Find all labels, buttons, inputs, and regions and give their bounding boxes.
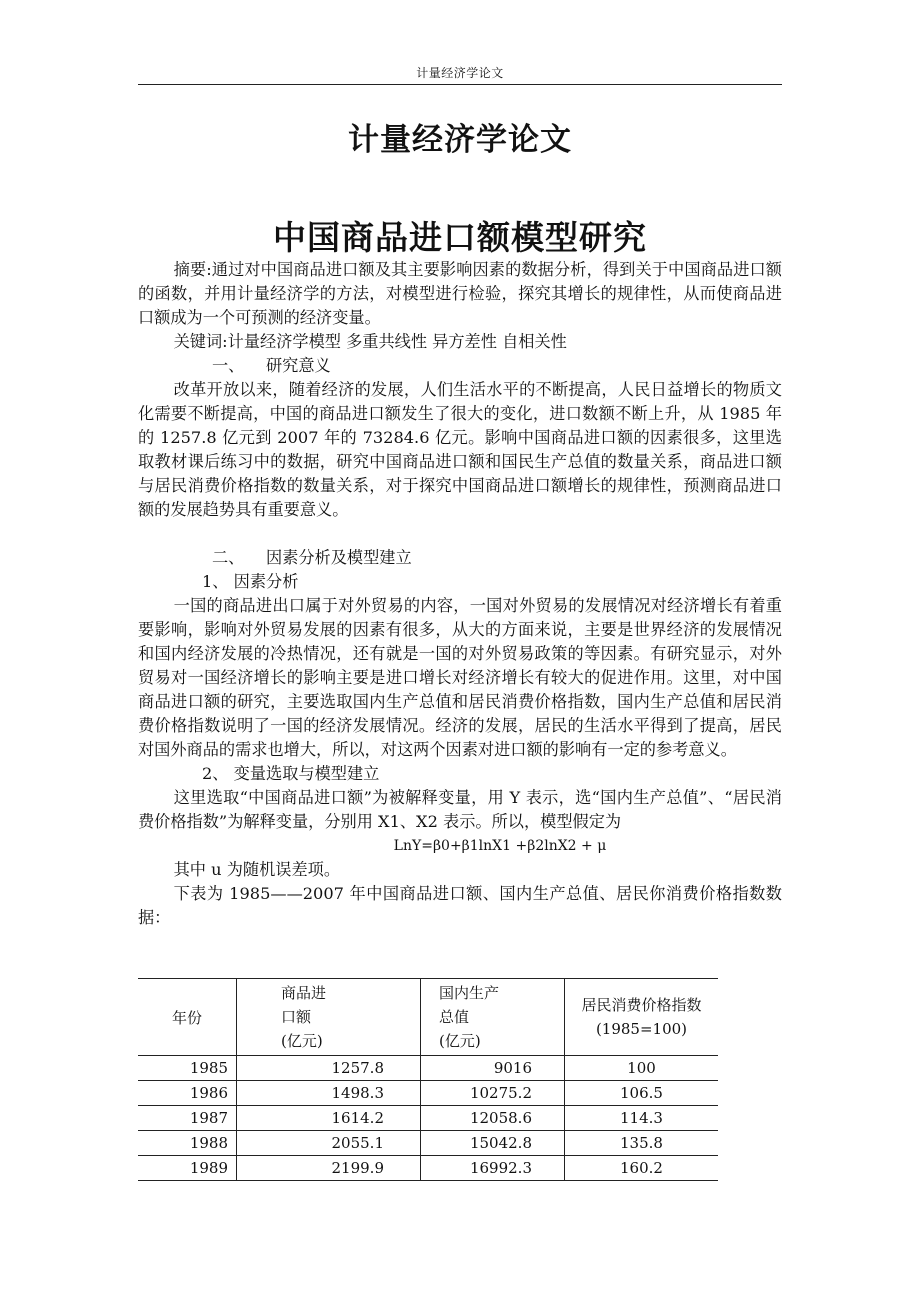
section-title: 研究意义: [266, 356, 331, 375]
keywords: 关键词:计量经济学模型 多重共线性 异方差性 自相关性: [173, 332, 567, 351]
paragraph: 其中 u 为随机误差项。: [173, 860, 341, 879]
paragraph: 一国的商品进出口属于对外贸易的内容，一国对外贸易的发展情况对经济增长有着重要影响，影响对外贸易发展的因素有很多，从大的方面来说，主要是世界经济的发展情况和国内经济发展的冷热情况，还有就是一国的对外贸易政策的等因素。有研究显示，对外贸易对一国经济增长的影响主要是进口增长对经济增长有较大的促进作用。这里，对中国商品进口额的研究，主要选取国内生产总值和居民消费价格指数，国内生产总值和居民消费价格指数说明了一国的经济发展情况。经济的发展，居民的生活水平得到了提高，居民对国外商品的需求也增大，所以，对这两个因素对进口额的影响有一定的参考意义。: [138, 596, 782, 759]
subsection-heading-2: 2、 变量选取与模型建立: [202, 764, 380, 783]
spacer: [138, 522, 782, 546]
section-heading-1: [138, 354, 782, 378]
cell-year: 1985: [138, 1056, 237, 1081]
paragraph: 下表为 1985——2007 年中国商品进口额、国内生产总值、居民你消费价格指数数据：: [138, 884, 782, 927]
section-number: 一、: [212, 356, 245, 375]
cell-year: 1987: [138, 1106, 237, 1131]
cell-gdp: 12058.6: [421, 1106, 565, 1131]
document-title: 计量经济学论文: [348, 122, 572, 158]
table-row: [138, 1131, 718, 1156]
cell-cpi: 106.5: [565, 1081, 719, 1106]
cell-year: 1989: [138, 1156, 237, 1181]
cell-import: 2055.1: [237, 1131, 421, 1156]
cell-gdp: 10275.2: [421, 1081, 565, 1106]
header-rule: [138, 84, 782, 85]
cell-gdp: 15042.8: [421, 1131, 565, 1156]
data-table: [138, 978, 718, 1181]
paragraph: 改革开放以来，随着经济的发展，人们生活水平的不断提高，人民日益增长的物质文化需要不断提高，中国的商品进口额发生了很大的变化，进口数额不断上升，从 1985 年的 1257.8 亿元到 2007 年的 73284.6 亿元。影响中国商品进口额的因素很多，这里选取教材课后练习中的数据，研究中国商品进口额和国民生产总值的数量关系，商品进口额与居民消费价格指数的数量关系，对于探究中国商品进口额增长的规律性，预测商品进口额的发展趋势具有重要意义。: [138, 380, 782, 519]
running-header: 计量经济学论文: [416, 66, 504, 80]
paragraph: 这里选取“中国商品进口额”为被解释变量，用 Y 表示，选“国内生产总值”、“居民消费价格指数”为解释变量，分别用 X1、X2 表示。所以，模型假定为: [138, 788, 782, 831]
table-row: [138, 1156, 718, 1181]
cell-cpi: 160.2: [565, 1156, 719, 1181]
cell-cpi: 135.8: [565, 1131, 719, 1156]
cell-year: 1988: [138, 1131, 237, 1156]
col-header-cpi: 居民消费价格指数 (1985=100): [565, 979, 719, 1056]
cell-year: 1986: [138, 1081, 237, 1106]
col-header-import: 商品进 口额 (亿元): [237, 979, 421, 1056]
section-number: 二、: [212, 548, 245, 567]
cell-cpi: 114.3: [565, 1106, 719, 1131]
subsection-heading-1: 1、 因素分析: [202, 572, 299, 591]
cell-cpi: 100: [565, 1056, 719, 1081]
col-header-gdp: 国内生产 总值 (亿元): [421, 979, 565, 1056]
table-row: [138, 1056, 718, 1081]
table-row: [138, 1081, 718, 1106]
abstract: 摘要:通过对中国商品进口额及其主要影响因素的数据分析，得到关于中国商品进口额的函数，并用计量经济学的方法，对模型进行检验，探究其增长的规律性，从而使商品进口额成为一个可预测的经济变量。: [138, 260, 782, 327]
section-title: 因素分析及模型建立: [266, 548, 412, 567]
table-header-row: [138, 979, 718, 1056]
cell-gdp: 9016: [421, 1056, 565, 1081]
paper-title: 中国商品进口额模型研究: [273, 218, 647, 257]
cell-import: 1614.2: [237, 1106, 421, 1131]
cell-import: 1498.3: [237, 1081, 421, 1106]
document-body: [138, 258, 782, 930]
section-heading-2: [138, 546, 782, 570]
cell-import: 1257.8: [237, 1056, 421, 1081]
model-formula: LnY=β0+β1lnX1 +β2lnX2 + μ: [393, 838, 607, 854]
table-row: [138, 1106, 718, 1131]
cell-import: 2199.9: [237, 1156, 421, 1181]
col-header-year: 年份: [138, 979, 237, 1056]
cell-gdp: 16992.3: [421, 1156, 565, 1181]
